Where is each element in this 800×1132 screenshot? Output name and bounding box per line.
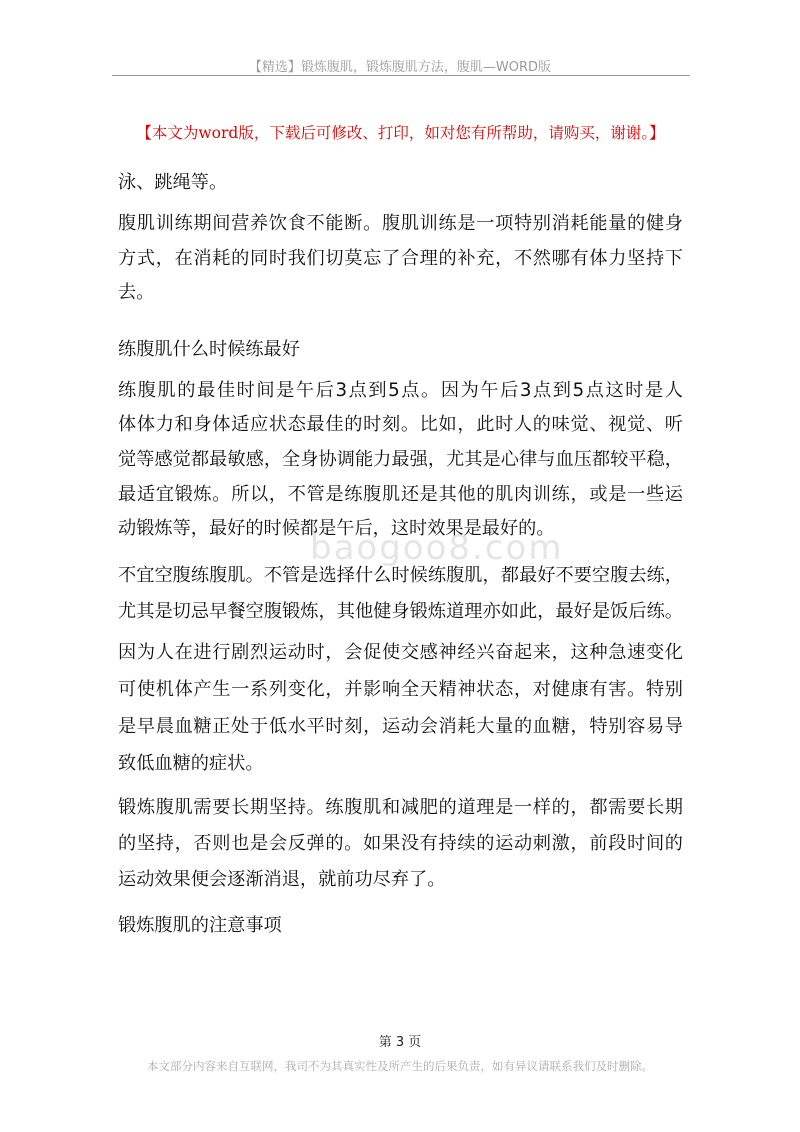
- body-line: 泳、跳绳等。: [118, 172, 228, 193]
- body-line: 不宜空腹练腹肌。不管是选择什么时候练腹肌，都最好不要空腹去练，: [118, 565, 683, 586]
- body-line: 去。: [118, 282, 155, 303]
- body-line: 腹肌训练期间营养饮食不能断。腹肌训练是一项特别消耗能量的健身: [118, 213, 683, 234]
- page-number: 第 3 页: [378, 1035, 422, 1050]
- body-line: 体体力和身体适应状态最佳的时刻。比如，此时人的味觉、视觉、听: [118, 414, 683, 435]
- watermark: baogoo8.com: [310, 528, 564, 568]
- header-divider: [112, 75, 690, 76]
- body-line: 致低血糖的症状。: [118, 753, 264, 774]
- page-header-title: 【精选】锻炼腹肌，锻炼腹肌方法，腹肌—WORD版: [248, 60, 552, 75]
- body-line: 是早晨血糖正处于低水平时刻，运动会消耗大量的血糖，特别容易导: [118, 716, 683, 737]
- body-line: 运动效果便会逐渐消退，就前功尽弃了。: [118, 869, 446, 890]
- body-line: 可使机体产生一系列变化，并影响全天精神状态，对健康有害。特别: [118, 679, 683, 700]
- section-heading: 锻炼腹肌的注意事项: [118, 915, 282, 936]
- body-line: 觉等感觉都最敏感，全身协调能力最强，尤其是心律与血压都较平稳，: [118, 449, 683, 470]
- section-heading: 练腹肌什么时候练最好: [118, 339, 300, 360]
- body-line: 最适宜锻炼。所以，不管是练腹肌还是其他的肌肉训练，或是一些运: [118, 484, 683, 505]
- body-line: 练腹肌的最佳时间是午后3点到5点。因为午后3点到5点这时是人: [118, 380, 683, 401]
- body-line: 尤其是切忌早餐空腹锻炼，其他健身锻炼道理亦如此，最好是饭后练。: [118, 601, 683, 622]
- body-line: 动锻炼等，最好的时候都是午后，这时效果是最好的。: [118, 518, 555, 539]
- body-line: 锻炼腹肌需要长期坚持。练腹肌和减肥的道理是一样的，都需要长期: [118, 797, 683, 818]
- footer-disclaimer: 本文部分内容来自互联网，我司不为其真实性及所产生的后果负责，如有异议请联系我们及时删除。: [147, 1059, 653, 1073]
- body-line: 的坚持，否则也是会反弹的。如果没有持续的运动刺激，前段时间的: [118, 833, 683, 854]
- body-line: 方式，在消耗的同时我们切莫忘了合理的补充，不然哪有体力坚持下: [118, 248, 683, 269]
- red-notice: 【本文为word版，下载后可修改、打印，如对您有所帮助，请购买，谢谢。】: [136, 124, 665, 142]
- body-line: 因为人在进行剧烈运动时，会促使交感神经兴奋起来，这种急速变化: [118, 642, 683, 663]
